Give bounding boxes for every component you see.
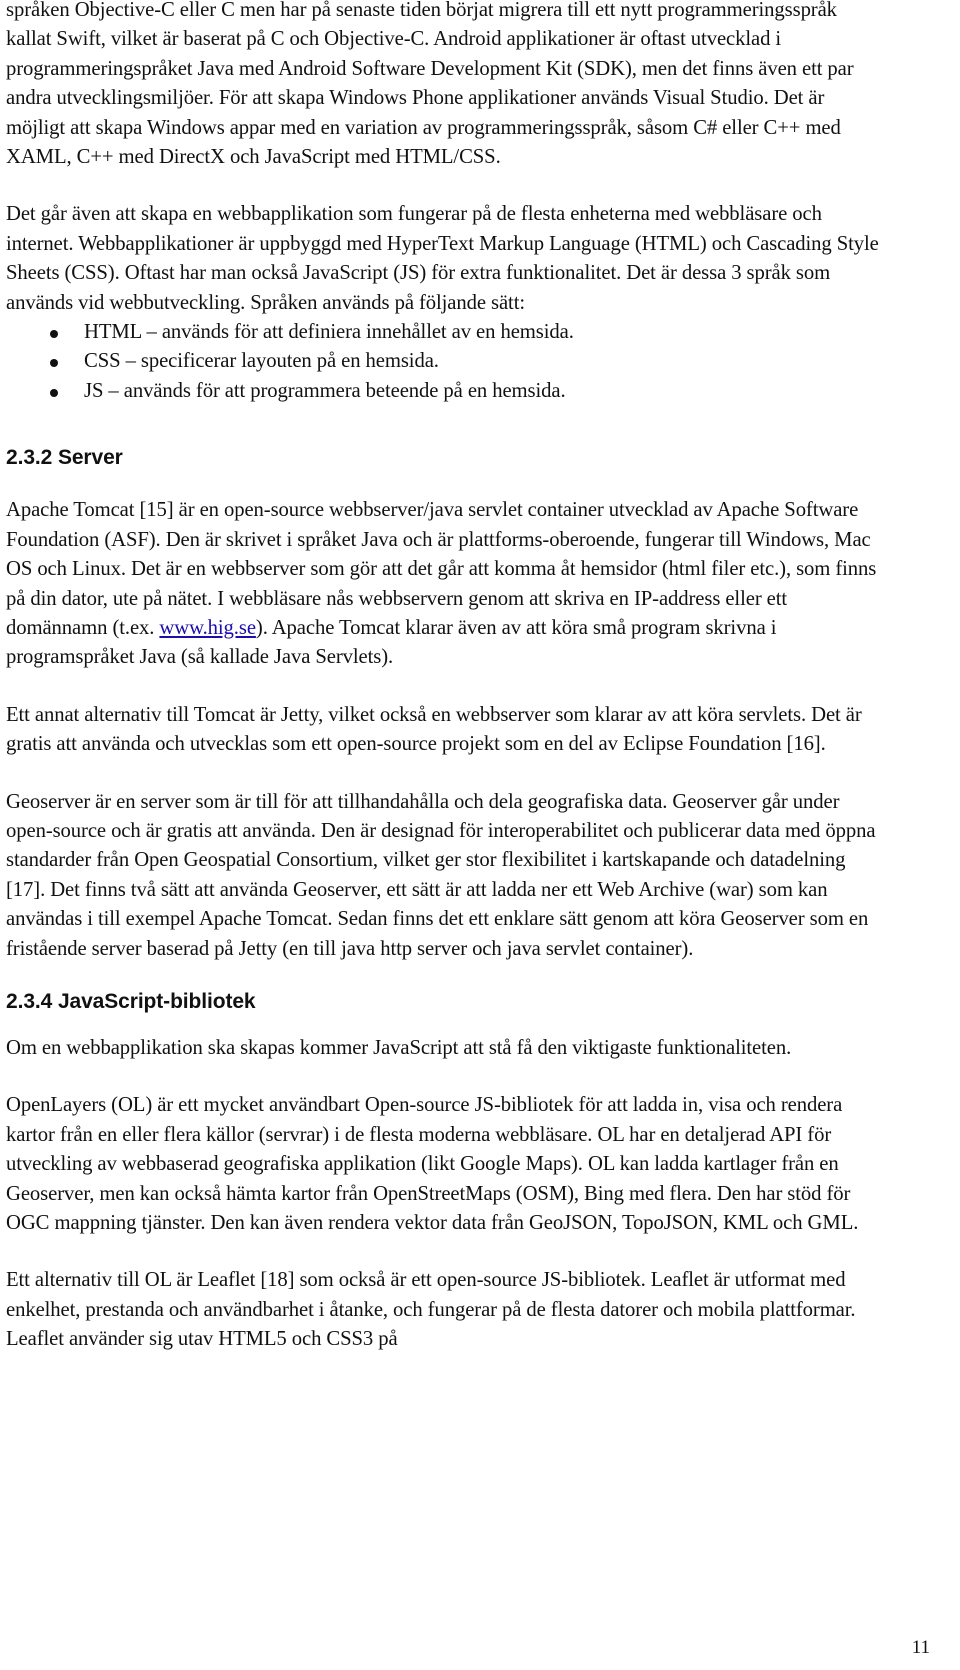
- paragraph-javascript-intro: Om en webbapplikation ska skapas kommer JavaScript att stå få den viktigaste funktionaliteten.: [6, 1036, 792, 1059]
- paragraph-geoserver: Geoserver är en server som är till för att tillhandahålla och dela geografiska data. Geoserver går under open-source och är gratis att använda. Den är designad för interoperabilitet och publicerar data med öppna standarder från Open Geospatial Consortium, vilket ger stor flexibilitet i kartskapande och datadelning [17]. Det finns två sätt att använda Geoserver, ett sätt är att ladda ner ett Web Archive (war) som kan användas i till exempel Apache Tomcat. Sedan finns det ett enklare sätt genom att köra Geoserver som en fristående server baserad på Jetty (en till java http server och java servlet container).: [6, 790, 876, 960]
- list-item-text: HTML – används för att definiera innehållet av en hemsida.: [84, 321, 574, 344]
- bullet-icon: [50, 389, 58, 397]
- paragraph-openlayers: OpenLayers (OL) är ett mycket användbart Open-source JS-bibliotek för att ladda in, visa och rendera kartor från en eller flera källor (servrar) i de flesta moderna webbläsare. OL har en detaljerad API för utveckling av webbaserad geografiska applikation (likt Google Maps). OL kan ladda kartlager från en Geoserver, men kan också hämta kartor från OpenStreetMaps (OSM), Bing med flera. Den har stöd för OGC mappning tjänster. Den kan även rendera vektor data från GeoJSON, TopoJSON, KML och GML.: [6, 1094, 859, 1234]
- paragraph-leaflet: Ett alternativ till OL är Leaflet [18] som också är ett open-source JS-bibliotek. Leaflet är utformat med enkelhet, prestanda och användbarhet i åtanke, och fungerar på de flesta datorer och mobila plattformar. Leaflet använder sig utav HTML5 och CSS3 på: [6, 1269, 856, 1351]
- list-item: [6, 377, 886, 406]
- list-item-text: CSS – specificerar layouten på en hemsida.: [84, 350, 439, 373]
- paragraph-web-applications: Det går även att skapa en webbapplikation som fungerar på de flesta enheterna med webbläsare och internet. Webbapplikationer är uppbyggd med HyperText Markup Language (HTML) och Cascading Style Sheets (CSS). Oftast har man också JavaScript (JS) för extra funktionalitet. Det är dessa 3 språk som används vid webbutveckling. Språken används på följande sätt:: [6, 203, 879, 314]
- tomcat-text-after: ). Apache Tomcat klarar även av att köra små program skrivna i programspråket Java (så kallade Java Servlets).: [6, 616, 777, 669]
- heading-server: 2.3.2 Server: [6, 446, 123, 470]
- heading-javascript-libraries: 2.3.4 JavaScript-bibliotek: [6, 989, 256, 1013]
- tomcat-text-before: Apache Tomcat [15] är en open-source webbserver/java servlet container utvecklad av Apache Software Foundation (ASF). Den är skrivet i språket Java och är plattforms-oberoende, fungerar till Windows, Mac OS och Linux. Det är en webbserver som gör att det går att komma åt hemsidor (html filer etc.), som finns på din dator, ute på nätet. I webbläsare nås webbservern genom att skriva en IP-address eller ett domännamn (t.ex.: [6, 499, 877, 639]
- paragraph-jetty: Ett annat alternativ till Tomcat är Jetty, vilket också en webbserver som klarar av att köra servlets. Det är gratis att använda och utvecklas som ett open-source projekt som en del av Eclipse Foundation [16].: [6, 703, 862, 756]
- page-number: 11: [911, 1637, 930, 1658]
- bullet-icon: [50, 359, 58, 367]
- list-item: [6, 318, 886, 347]
- hig-link[interactable]: www.hig.se: [159, 616, 256, 639]
- list-item-text: JS – används för att programmera beteende på en hemsida.: [84, 379, 566, 402]
- page-content: [6, 0, 886, 1383]
- paragraph-mobile-development: språken Objective-C eller C men har på senaste tiden börjat migrera till ett nytt programmeringsspråk kallat Swift, vilket är baserat på C och Objective-C. Android applikationer är oftast utvecklad i programmeringspråket Java med Android Software Development Kit (SDK), men det finns även ett par andra utvecklingsmiljöer. För att skapa Windows Phone applikationer används Visual Studio. Det är möjligt att skapa Windows appar med en variation av programmeringsspråk, såsom C# eller C++ med XAML, C++ med DirectX och JavaScript med HTML/CSS.: [6, 0, 854, 169]
- language-bullet-list: [6, 318, 886, 406]
- list-item: [6, 347, 886, 376]
- bullet-icon: [50, 330, 58, 338]
- paragraph-tomcat: [6, 496, 886, 672]
